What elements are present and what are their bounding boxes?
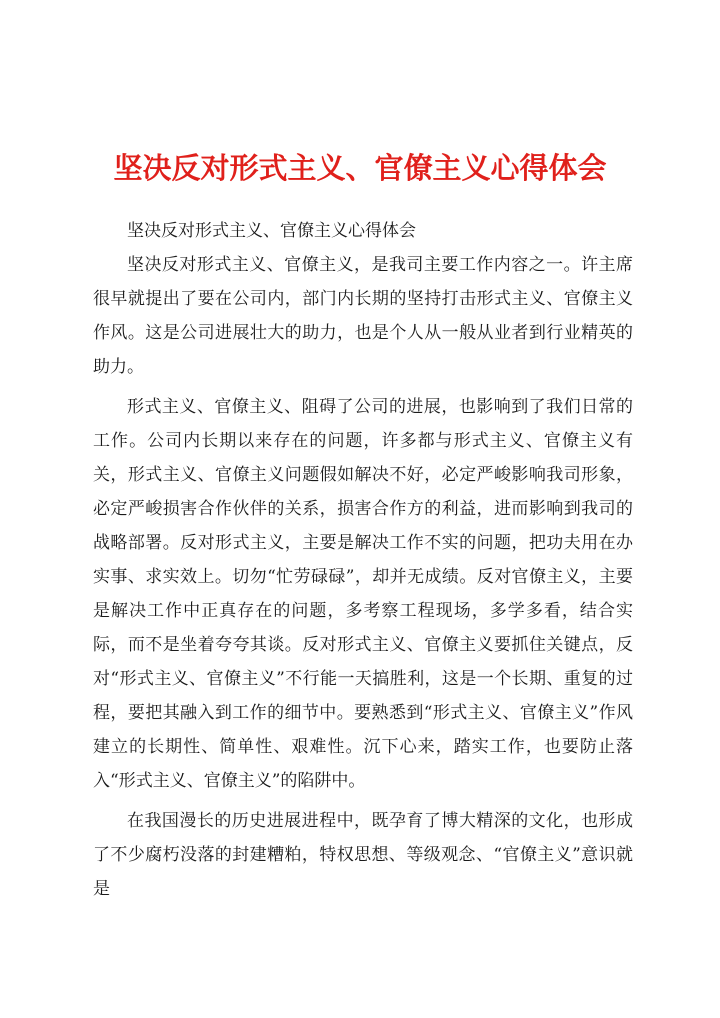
paragraph-history: 在我国漫长的历史进展进程中，既孕育了博大精深的文化，也形成了不少腐朽没落的封建糟粕，特权思想、等级观念、“官僚主义”意识就是 — [93, 811, 633, 899]
document-body — [93, 214, 633, 906]
paragraph-subtitle: 坚决反对形式主义、官僚主义心得体会 — [127, 221, 416, 241]
paragraph-intro: 坚决反对形式主义、官僚主义，是我司主要工作内容之一。许主席很早就提出了要在公司内，部门内长期的坚持打击形式主义、官僚主义作风。这是公司进展壮大的助力，也是个人从一般从业者到行业精英的助力。 — [93, 255, 633, 377]
document-title: 坚决反对形式主义、官僚主义心得体会 — [113, 151, 607, 185]
paragraph-main: 形式主义、官僚主义、阻碍了公司的进展，也影响到了我们日常的工作。公司内长期以来存在的问题，许多都与形式主义、官僚主义有关，形式主义、官僚主义问题假如解决不好，必定严峻影响我司形象，必定严峻损害合作伙伴的关系，损害合作方的利益，进而影响到我司的战略部署。反对形式主义，主要是解决工作不实的问题，把功夫用在办实事、求实效上。切勿“忙劳碌碌”，却并无成绩。反对官僚主义，主要是解决工作中正真存在的问题，多考察工程现场，多学多看，结合实际，而不是坐着夸夸其谈。反对形式主义、官僚主义要抓住关键点，反对“形式主义、官僚主义”不行能一天搞胜利，这是一个长期、重复的过程，要把其融入到工作的细节中。要熟悉到“形式主义、官僚主义”作风建立的长期性、简单性、艰难性。沉下心来，踏实工作，也要防止落入“形式主义、官僚主义”的陷阱中。 — [93, 397, 633, 791]
